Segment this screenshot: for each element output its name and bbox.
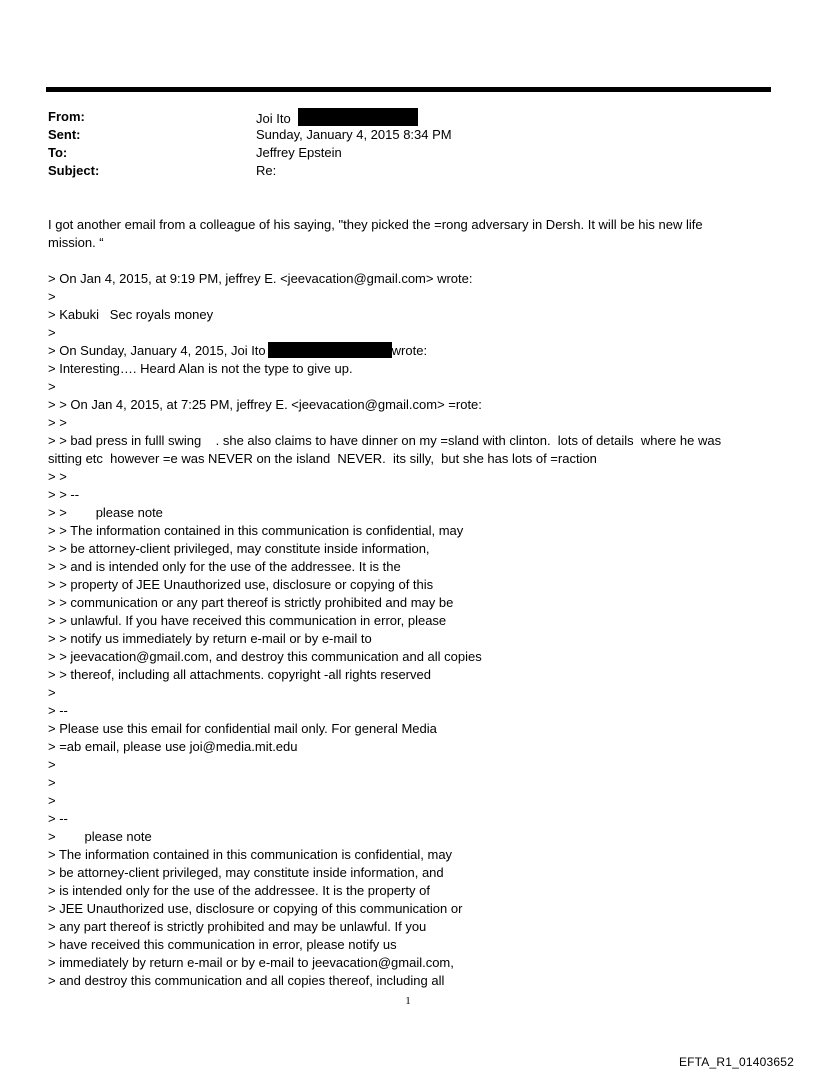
body-line: > JEE Unauthorized use, disclosure or copying of this communication or xyxy=(48,901,463,916)
subject-row xyxy=(48,162,452,180)
bates-number: EFTA_R1_01403652 xyxy=(678,1055,794,1069)
body-line: > is intended only for the use of the addressee. It is the property of xyxy=(48,883,430,898)
body-line: > > communication or any part thereof is strictly prohibited and may be xyxy=(48,595,454,610)
to-row xyxy=(48,144,452,162)
header-rule xyxy=(46,87,771,92)
body-line: > > xyxy=(48,415,67,430)
body-line: > xyxy=(48,793,56,808)
body-line: > > and is intended only for the use of the addressee. It is the xyxy=(48,559,401,574)
body-line: > xyxy=(48,757,56,772)
body-line: > > xyxy=(48,469,67,484)
body-line: > Interesting…. Heard Alan is not the type to give up. xyxy=(48,361,353,376)
body-line: > xyxy=(48,379,56,394)
from-row xyxy=(48,108,452,126)
body-line: > xyxy=(48,775,56,790)
sent-label: Sent: xyxy=(48,127,81,142)
body-line: > > please note xyxy=(48,505,163,520)
body-line: > > On Jan 4, 2015, at 7:25 PM, jeffrey E. <jeevacation@gmail.com> =rote: xyxy=(48,397,482,412)
to-label: To: xyxy=(48,145,68,160)
body-line: > On Sunday, January 4, 2015, Joi Ito wrote: xyxy=(48,343,428,358)
body-line: > > bad press in fulll swing . she also claims to have dinner on my =sland with clinton. lots of details where he was sitting etc however =e was NEVER on the island NEVER. its silly, but she has lots of =raction xyxy=(48,433,725,466)
email-header xyxy=(48,108,452,180)
page-number: 1 xyxy=(405,995,411,1007)
body-line: > > unlawful. If you have received this communication in error, please xyxy=(48,613,447,628)
body-line: > Kabuki Sec royals money xyxy=(48,307,214,322)
body-line: > please note xyxy=(48,829,152,844)
body-line: > -- xyxy=(48,811,68,826)
subject-label: Subject: xyxy=(48,163,100,178)
intro-text: I got another email from a colleague of his saying, "they picked the =rong adversary in Dersh. It will be his new life mission. “ xyxy=(48,217,707,250)
body-line: > be attorney-client privileged, may constitute inside information, and xyxy=(48,865,444,880)
body-line: > and destroy this communication and all copies thereof, including all xyxy=(48,973,445,988)
body-line: > > jeevacation@gmail.com, and destroy this communication and all copies xyxy=(48,649,482,664)
body-line: > > notify us immediately by return e-mail or by e-mail to xyxy=(48,631,372,646)
sent-row xyxy=(48,126,452,144)
subject-value: Re: xyxy=(256,163,277,178)
body-line: > xyxy=(48,325,56,340)
body-line: > =ab email, please use joi@media.mit.edu xyxy=(48,739,298,754)
sent-value: Sunday, January 4, 2015 8:34 PM xyxy=(256,127,452,142)
body-line: > xyxy=(48,685,56,700)
body-line: > > -- xyxy=(48,487,80,502)
body-line: > > The information contained in this communication is confidential, may xyxy=(48,523,464,538)
body-line: > > property of JEE Unauthorized use, disclosure or copying of this xyxy=(48,577,434,592)
body-line: > > be attorney-client privileged, may constitute inside information, xyxy=(48,541,430,556)
body-line: > xyxy=(48,289,56,304)
redaction-block xyxy=(268,342,392,358)
body-line: > any part thereof is strictly prohibited and may be unlawful. If you xyxy=(48,919,427,934)
body-line: > have received this communication in error, please notify us xyxy=(48,937,397,952)
body-line: > The information contained in this communication is confidential, may xyxy=(48,847,453,862)
body-line: > immediately by return e-mail or by e-mail to jeevacation@gmail.com, xyxy=(48,955,454,970)
from-name: Joi Ito xyxy=(256,111,291,126)
body-line: > > thereof, including all attachments. copyright -all rights reserved xyxy=(48,667,431,682)
redaction-block xyxy=(298,108,418,126)
body-line: > Please use this email for confidential mail only. For general Media xyxy=(48,721,437,736)
email-body xyxy=(48,216,753,990)
body-line: > -- xyxy=(48,703,68,718)
body-line: > On Jan 4, 2015, at 9:19 PM, jeffrey E. <jeevacation@gmail.com> wrote: xyxy=(48,271,473,286)
to-value: Jeffrey Epstein xyxy=(256,145,342,160)
wrote-suffix: wrote: xyxy=(391,343,428,358)
quoted-thread xyxy=(48,252,753,990)
from-value xyxy=(256,108,418,126)
from-label: From: xyxy=(48,109,85,124)
body-line xyxy=(48,252,753,270)
